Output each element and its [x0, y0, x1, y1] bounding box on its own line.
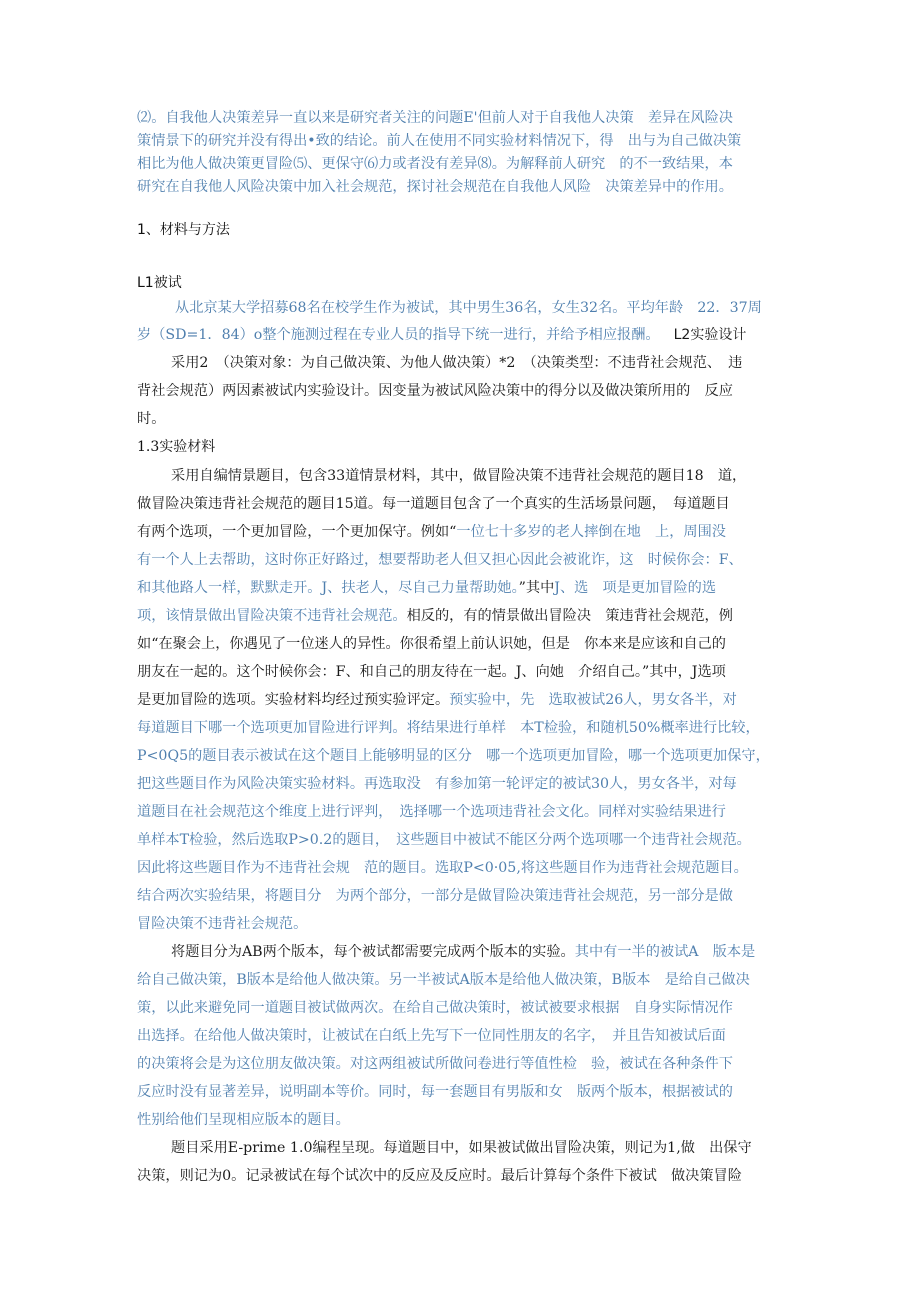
materials-line-5-option: J、选 项是更加冒险的选: [554, 580, 717, 596]
materials-line-14: 单样本T检验，然后选取P>0.2的题目， 这些题目中被试不能区分两个选项哪一个违背社会规范。: [137, 832, 751, 848]
materials-line-5-example: 和其他路人一样，默默走开。J、扶老人，尽自己力量帮助她。: [137, 580, 519, 596]
materials-line-6-black: 相反的，有的情景做出冒险决 策违背社会规范，例: [406, 608, 733, 624]
materials-line-9: [137, 690, 737, 710]
materials-line-11: P<0Q5的题目表示被试在这个题目上能够明显的区分 哪一个选项更加冒险，哪一个选项更加保守，: [137, 748, 770, 764]
materials-line-13: 道题目在社会规范这个维度上进行评判， 选择哪一个选项违背社会文化。同样对实验结果进行: [137, 804, 726, 820]
versions-line-4: 出选择。在给他人做决策时，让被试在白纸上先写下一位同性朋友的名字， 并且告知被试后面: [137, 1028, 726, 1044]
subjects-line-2: [137, 325, 746, 345]
materials-line-5: [137, 578, 716, 598]
intro-line-2: 策情景下的研究并没有得出•致的结论。前人在使用不同实验材料情况下，得 出与为自己做决策: [137, 133, 742, 149]
subsection-heading-subjects: L1被试: [137, 275, 182, 291]
materials-line-3-example: 一位七十多岁的老人摔倒在地 上，周围没: [456, 524, 726, 540]
versions-line-5: 的决策将会是为这位朋友做决策。对这两组被试所做问卷进行等值性检 验，被试在各种条件下: [137, 1056, 733, 1072]
design-line-3: 时。: [137, 411, 166, 427]
versions-line-7: 性别给他们呈现相应版本的题目。: [137, 1112, 350, 1128]
materials-line-15: 因此将这些题目作为不违背社会规 范的题目。选取P<0·05,将这些题目作为违背社会规范题目。: [137, 860, 748, 876]
eprime-line-1: 题目采用E-prime 1.0编程呈现。每道题目中，如果被试做出冒险决策，则记为1,做 出保守: [171, 1140, 752, 1156]
materials-line-1: 采用自编情景题目，包含33道情景材料，其中，做冒险决策不违背社会规范的题目18 道，: [171, 468, 747, 484]
materials-line-3: [137, 522, 726, 542]
materials-line-17: 冒险决策不违背社会规范。: [137, 916, 308, 932]
materials-line-10: 每道题目下哪一个选项更加冒险进行评判。将结果进行单样 本T检验，和随机50%概率进行比较，: [137, 720, 760, 736]
materials-line-4: 有一个人上去帮助，这时你正好路过，想要帮助老人但又担心因此会被讹诈，这 时候你会：F、: [137, 552, 743, 568]
design-line-1: 采用2 （决策对象：为自己做决策、为他人做决策）*2 （决策类型：不违背社会规范、 违: [171, 355, 743, 371]
subsection-heading-materials: [137, 437, 215, 457]
design-line-2: 背社会规范）两因素被试内实验设计。因变量为被试风险决策中的得分以及做决策所用的 反应: [137, 383, 733, 399]
section-heading: 1、材料与方法: [137, 222, 230, 238]
intro-line-1: ⑵。自我他人决策差异一直以来是研究者关注的问题E'但前人对于自我他人决策 差异在风险决: [137, 110, 733, 126]
subjects-line-1: 从北京某大学招募68名在校学生作为被试，其中男生36名，女生32名。平均年龄 22．37周: [175, 300, 762, 316]
versions-line-2: 给自己做决策，B版本是给他人做决策。另一半被试A版本是给他人做决策，B版本 是给自己做决: [137, 972, 750, 988]
subsection-number: 1.3: [137, 439, 160, 455]
intro-line-4: 研究在自我他人风险决策中加入社会规范，探讨社会规范在自我他人风险 决策差异中的作用。: [137, 179, 733, 195]
eprime-line-2: 决策，则记为0。记录被试在每个试次中的反应及反应时。最后计算每个条件下被试 做决策冒险: [137, 1168, 742, 1184]
versions-line-6: 反应时没有显著差异，说明副本等价。同时，每一套题目有男版和女 版两个版本，根据被试的: [137, 1084, 733, 1100]
materials-line-5-quote: ”其中: [518, 580, 555, 596]
materials-line-6: [137, 606, 733, 626]
materials-line-8: 朋友在一起的。这个时候你会：F、和自己的朋友待在一起。J、向她 介绍自己。”其中，J选项: [137, 664, 726, 680]
materials-line-9-black: 是更加冒险的选项。实验材料均经过预实验评定。: [137, 692, 450, 708]
intro-line-3: 相比为他人做决策更冒险⑸、更保守⑹力或者没有差异⑻。为解释前人研究 的不一致结果，本: [137, 156, 733, 172]
materials-line-2: 做冒险决策违背社会规范的题目15道。每一道题目包含了一个真实的生活场景问题， 每道题目: [137, 496, 730, 512]
versions-line-1: [171, 942, 755, 962]
materials-line-16: 结合两次实验结果，将题目分 为两个部分，一部分是做冒险决策违背社会规范，另一部分是做: [137, 888, 733, 904]
materials-line-6-blue: 项，该情景做出冒险决策不违背社会规范。: [137, 608, 407, 624]
versions-line-3: 策，以此来避免同一道题目被试做两次。在给自己做决策时，被试被要求根据 自身实际情况作: [137, 1000, 733, 1016]
subjects-line-2-text: 岁（SD=1．84）o整个施测过程在专业人员的指导下统一进行，并给予相应报酬。: [137, 327, 660, 343]
materials-line-7: 如“在聚会上，你遇见了一位迷人的异性。你很希望上前认识她，但是 你本来是应该和自己的: [137, 636, 726, 652]
materials-line-9-blue: 预实验中，先 选取被试26人，男女各半，对: [449, 692, 737, 708]
materials-line-3-text: 有两个选项，一个更加冒险，一个更加保守。例如“: [137, 524, 457, 540]
subsection-heading-design: L2实验设计: [673, 327, 747, 343]
materials-line-12: 把这些题目作为风险决策实验材料。再选取没 有参加第一轮评定的被试30人，男女各半，对每: [137, 776, 737, 792]
versions-line-1-black: 将题目分为AB两个版本，每个被试都需要完成两个版本的实验。: [171, 944, 575, 960]
subsection-title: 实验材料: [159, 439, 216, 455]
versions-line-1-blue: 其中有一半的被试A 版本是: [574, 944, 756, 960]
